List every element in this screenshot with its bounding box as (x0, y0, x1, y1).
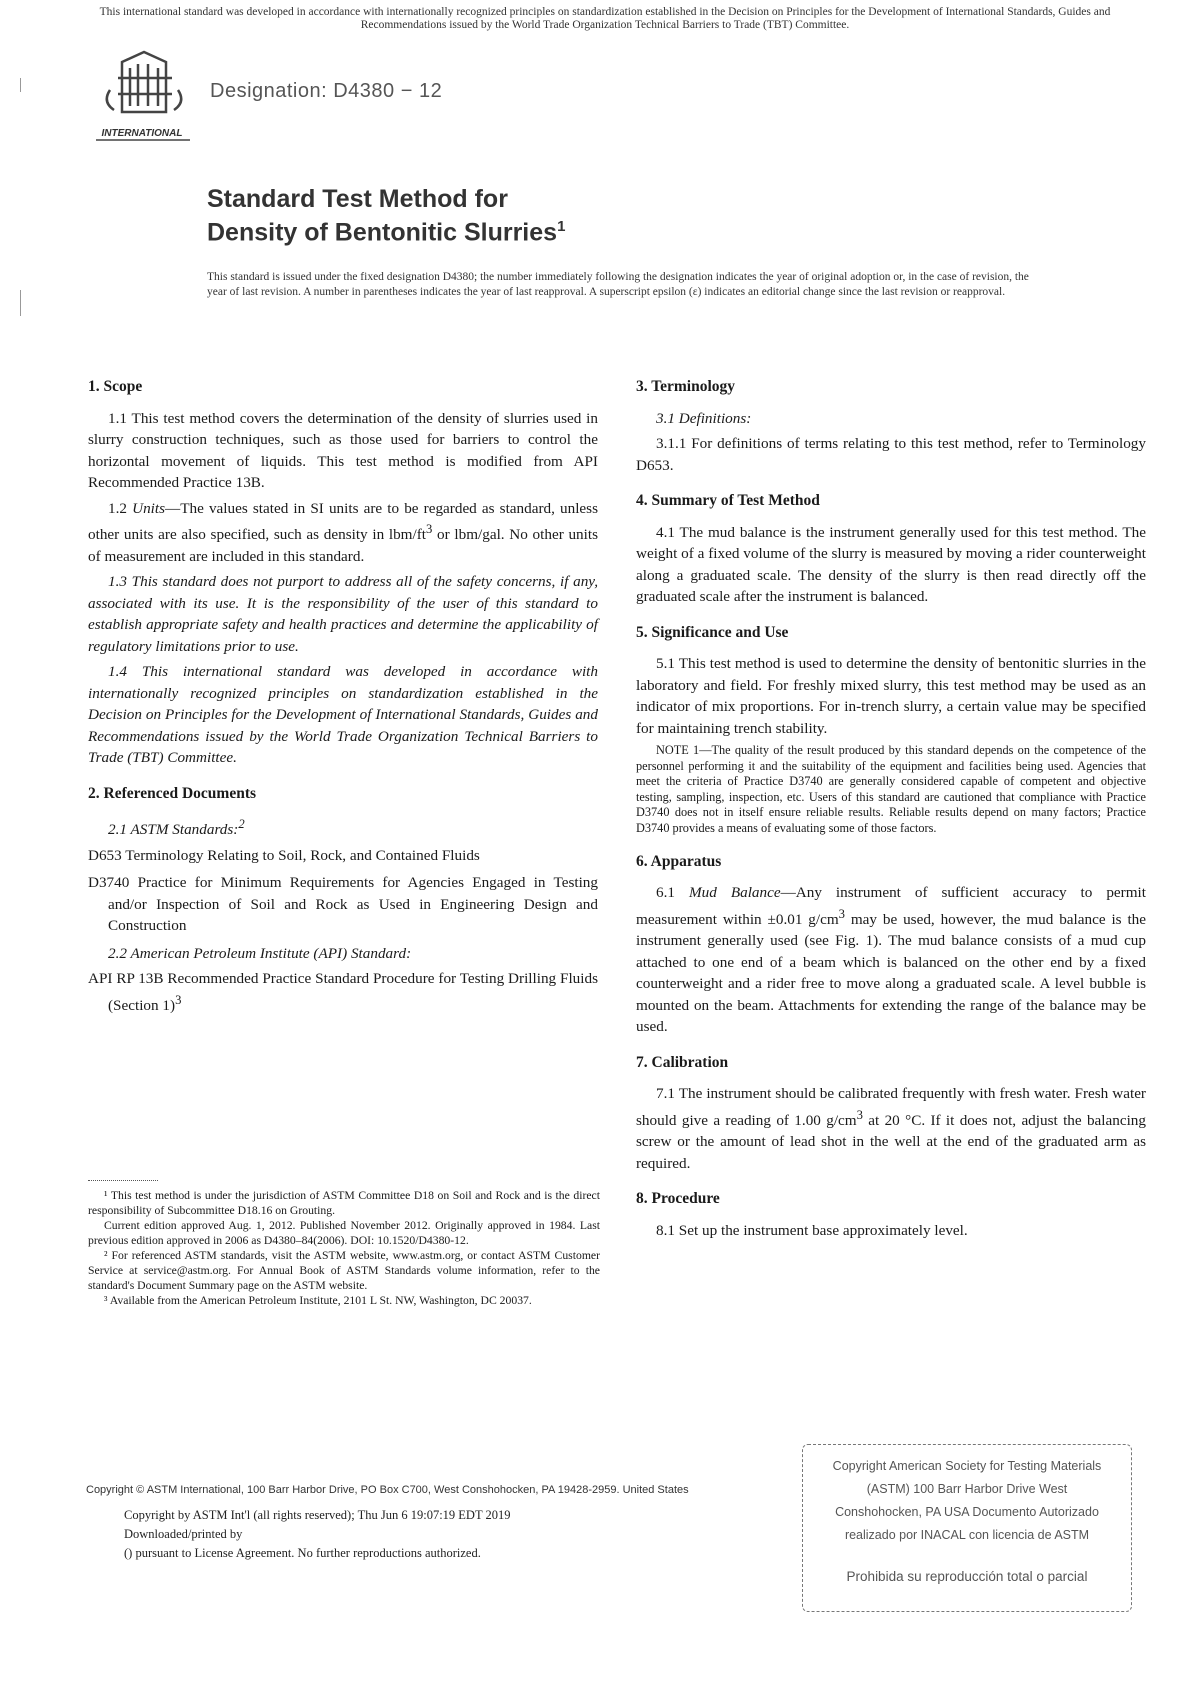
paragraph-3-1: 3.1 Definitions: (656, 409, 752, 427)
paragraph-6-1: 6.1 Mud Balance—Any instrument of sufficient accuracy to permit measurement within ±0.01 $g/cm^3$ may be used, however, the mud balance is the instrument generally used (see Fig. 1). The mud balance consists of a mud cup attached to one end of a beam which is balanced on the other end by a fixed counterweight and a rider free to move along a graduated scale. A level bubble is mounted on the beam. Attachments for extending the range of the balance may be used. (636, 884, 1146, 1036)
stamp-line-1: Copyright American Society for Testing Materials (832, 1459, 1102, 1473)
paragraph-2-1: 2.1 ASTM Standards:$^2$ (108, 817, 245, 839)
paragraph-1-2: 1.2 Units—The values stated in SI units are to be regarded as standard, unless other units are also specified, such as density in lbm/$ft^3$ or lbm/gal. No other units of measurement are included in this standard. (88, 499, 598, 565)
section-heading-apparatus: 6. Apparatus (636, 852, 722, 870)
title-line-1: Standard Test Method for (207, 185, 508, 213)
standard-note: This standard is issued under the fixed designation D4380; the number immediately following the designation indicates the year of original adoption or, in the case of revision, the year of last revision. A number in parentheses indicates the year of last reapproval. A superscript epsilon (ε) indicates an editorial change since the last revision or reapproval. (207, 271, 1029, 298)
section-heading-significance: 5. Significance and Use (636, 623, 789, 641)
section-heading-referenced-documents: 2. Referenced Documents (88, 784, 257, 802)
document-title (207, 185, 565, 246)
footnote-1: ¹ This test method is under the jurisdiction of ASTM Committee D18 on Soil and Rock and is the direct responsibility of Subcommittee D18.16 on Grouting. (88, 1189, 600, 1217)
paragraph-1-4: 1.4 This international standard was developed in accordance with internationally recognized principles on standardization established in the Decision on Principles for the Development of International Standards, Guides and Recommendations issued by the World Trade Organization Technical Barriers to Trade (TBT) Committee. (88, 663, 598, 767)
section-heading-scope: 1. Scope (88, 378, 143, 395)
footnotes (88, 1188, 600, 1308)
ref-api: API RP 13B Recommended Practice Standard Procedure for Testing Drilling Fluids (Section 1)$^3$ (88, 970, 598, 1014)
paragraph-7-1: 7.1 The instrument should be calibrated frequently with fresh water. Fresh water should give a reading of 1.00 $g/cm^3$ at 20 °C. If it does not, adjust the balancing screw or the amount of lead shot in the well at the end of the graduated arm as required. (636, 1085, 1146, 1172)
title-line-2: Density of Bentonitic Slurries$^1$ (207, 218, 566, 247)
paragraph-1-1: 1.1 This test method covers the determination of the density of slurries used in slurry construction techniques, such as those used for barriers to control the horizontal movement of liquids. This test method is modified from API Recommended Practice 13B. (88, 409, 598, 491)
right-column (636, 362, 1146, 1245)
paragraph-3-1-1: 3.1.1 For definitions of terms relating to this test method, refer to Terminology D653. (636, 435, 1146, 474)
footnote-rule (88, 1180, 158, 1181)
download-line-3: () pursuant to License Agreement. No further reproductions authorized. (124, 1546, 481, 1560)
paragraph-5-1: 5.1 This test method is used to determine the density of bentonitic slurries in the laboratory and field. For freshly mixed slurry, this test method may be used as an indicator of mix proportions. For in-trench slurry, a certain value may be specified for maintaining trench stability. (636, 655, 1146, 737)
designation: Designation: D4380 − 12 (210, 80, 443, 102)
download-line-1: Copyright by ASTM Int'l (all rights reserved); Thu Jun 6 19:07:19 EDT 2019 (124, 1508, 511, 1522)
download-info (124, 1506, 511, 1563)
stamp-line-2: (ASTM) 100 Barr Harbor Drive West (866, 1482, 1068, 1496)
note-1: NOTE 1—The quality of the result produced by this standard depends on the competence of the personnel performing it and the suitability of the equipment and facilities being used. Agencies that meet the criteria of Practice D3740 are generally considered capable of competent and objective testing, sampling, inspection, etc. Users of this standard are cautioned that compliance with Practice D3740 does not in itself ensure reliable results. Reliable results depend on many factors; Practice D3740 provides a means of evaluating some of those factors. (636, 743, 1146, 835)
stamp-line-5: Prohibida su reproducción total o parcial (846, 1569, 1088, 1584)
left-column (88, 362, 598, 1022)
license-stamp (802, 1444, 1132, 1612)
section-heading-procedure: 8. Procedure (636, 1190, 720, 1208)
section-heading-summary: 4. Summary of Test Method (636, 492, 820, 509)
copyright-line: Copyright © ASTM International, 100 Barr Harbor Drive, PO Box C700, West Conshohocken, PA 19428-2959. United States (86, 1484, 689, 1496)
footnote-1-edition: Current edition approved Aug. 1, 2012. Published November 2012. Originally approved in 1984. Last previous edition approved in 2006 as D4380–84(2006). DOI: 10.1520/D4380-12. (88, 1219, 600, 1247)
svg-text:INTERNATIONAL: INTERNATIONAL (101, 128, 183, 139)
section-heading-calibration: 7. Calibration (636, 1053, 729, 1071)
paragraph-4-1: 4.1 The mud balance is the instrument generally used for this test method. The weight of a fixed volume of the slurry is measured by moving a rider counterweight along a graduated scale. The density of the slurry is then read directly off the graduated scale after the instrument is balanced. (636, 523, 1146, 605)
footnote-2: ² For referenced ASTM standards, visit the ASTM website, www.astm.org, or contact ASTM Customer Service at service@astm.org. For Annual Book of ASTM Standards volume information, refer to the standard's Document Summary page on the ASTM website. (88, 1249, 600, 1292)
margin-mark (20, 290, 21, 316)
stamp-line-3: Conshohocken, PA USA Documento Autorizado (835, 1505, 1099, 1519)
paragraph-1-3: 1.3 This standard does not purport to address all of the safety concerns, if any, associated with its use. It is the responsibility of the user of this standard to establish appropriate safety and health practices and determine the applicability of regulatory limitations prior to use. (88, 573, 598, 655)
paragraph-8-1: 8.1 Set up the instrument base approximately level. (656, 1221, 968, 1239)
astm-logo (92, 50, 198, 146)
footnote-3: ³ Available from the American Petroleum Institute, 2101 L St. NW, Washington, DC 20037. (104, 1294, 532, 1307)
ref-d653: D653 Terminology Relating to Soil, Rock, and Contained Fluids (88, 846, 480, 864)
top-notice: This international standard was developed in accordance with internationally recognized principles on standardization established in the Decision on Principles for the Development of International Standards, Guides and Recommendations issued by the World Trade Organization Technical Barriers to Trade (TBT) Committee. (99, 6, 1111, 31)
stamp-line-4: realizado por INACAL con licencia de ASTM (844, 1528, 1090, 1542)
download-line-2: Downloaded/printed by (124, 1527, 243, 1541)
margin-mark (20, 78, 21, 92)
ref-d3740: D3740 Practice for Minimum Requirements for Agencies Engaged in Testing and/or Inspection of Soil and Rock as Used in Engineering Design and Construction (88, 874, 598, 935)
section-heading-terminology: 3. Terminology (636, 378, 736, 395)
paragraph-2-2: 2.2 American Petroleum Institute (API) Standard: (108, 944, 412, 962)
